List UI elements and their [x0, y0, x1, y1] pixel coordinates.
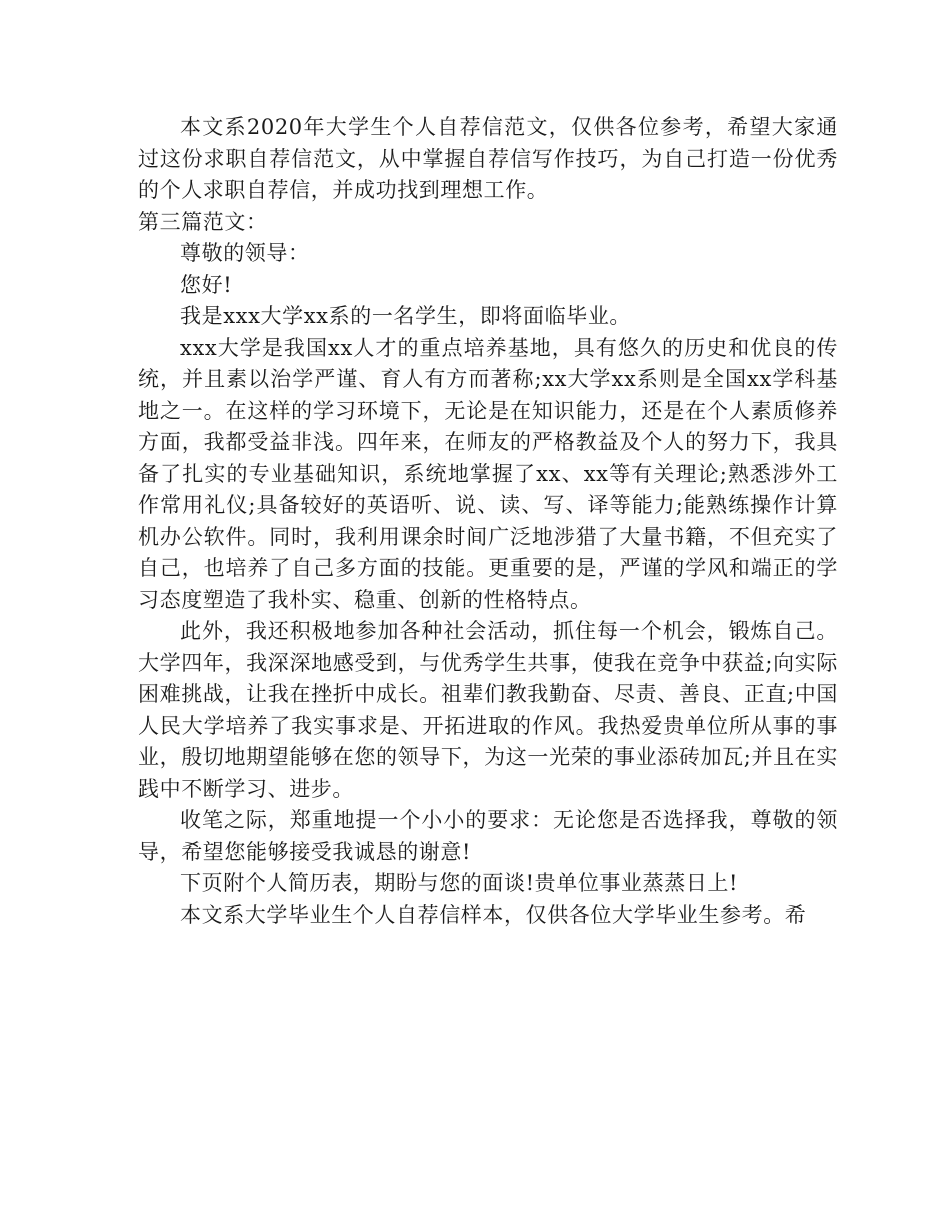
document-body	[138, 112, 838, 931]
salutation: 尊敬的领导：	[180, 241, 310, 265]
trailing-paragraph: 本文系大学毕业生个人自荐信样本，仅供各位大学毕业生参考。希	[180, 902, 807, 927]
intro-paragraph: 本文系2020年大学生个人自荐信范文，仅供各位参考，希望大家通过这份求职自荐信范文，从中掌握自荐信写作技巧，为自己打造一份优秀的个人求职自荐信，并成功找到理想工作。	[138, 115, 838, 202]
education-paragraph: xxx大学是我国xx人才的重点培养基地，具有悠久的历史和优良的传统，并且素以治学严谨、育人有方而著称;xx大学xx系则是全国xx学科基地之一。在这样的学习环境下，无论是在知识能力，还是在个人素质修养方面，我都受益非浅。四年来，在师友的严格教益及个人的努力下，我具备了扎实的专业基础知识，系统地掌握了xx、xx等有关理论;熟悉涉外工作常用礼仪;具备较好的英语听、说、读、写、译等能力;能熟练操作计算机办公软件。同时，我利用课余时间广泛地涉猎了大量书籍，不但充实了自己，也培养了自己多方面的技能。更重要的是，严谨的学风和端正的学习态度塑造了我朴实、稳重、创新的性格特点。	[138, 335, 838, 612]
self-introduction: 我是xxx大学xx系的一名学生，即将面临毕业。	[180, 304, 632, 328]
section-heading: 第三篇范文：	[138, 209, 268, 234]
closing-paragraph: 收笔之际，郑重地提一个小小的要求：无论您是否选择我，尊敬的领导，希望您能够接受我诚恳的谢意!	[138, 808, 838, 864]
greeting: 您好!	[180, 272, 233, 297]
resume-note: 下页附个人简历表，期盼与您的面谈!贵单位事业蒸蒸日上!	[180, 871, 739, 895]
activities-paragraph: 此外，我还积极地参加各种社会活动，抓住每一个机会，锻炼自己。大学四年，我深深地感受到，与优秀学生共事，使我在竞争中获益;向实际困难挑战，让我在挫折中成长。祖辈们教我勤奋、尽责、善良、正直;中国人民大学培养了我实事求是、开拓进取的作风。我热爱贵单位所从事的事业，殷切地期望能够在您的领导下，为这一光荣的事业添砖加瓦;并且在实践中不断学习、进步。	[138, 619, 838, 801]
